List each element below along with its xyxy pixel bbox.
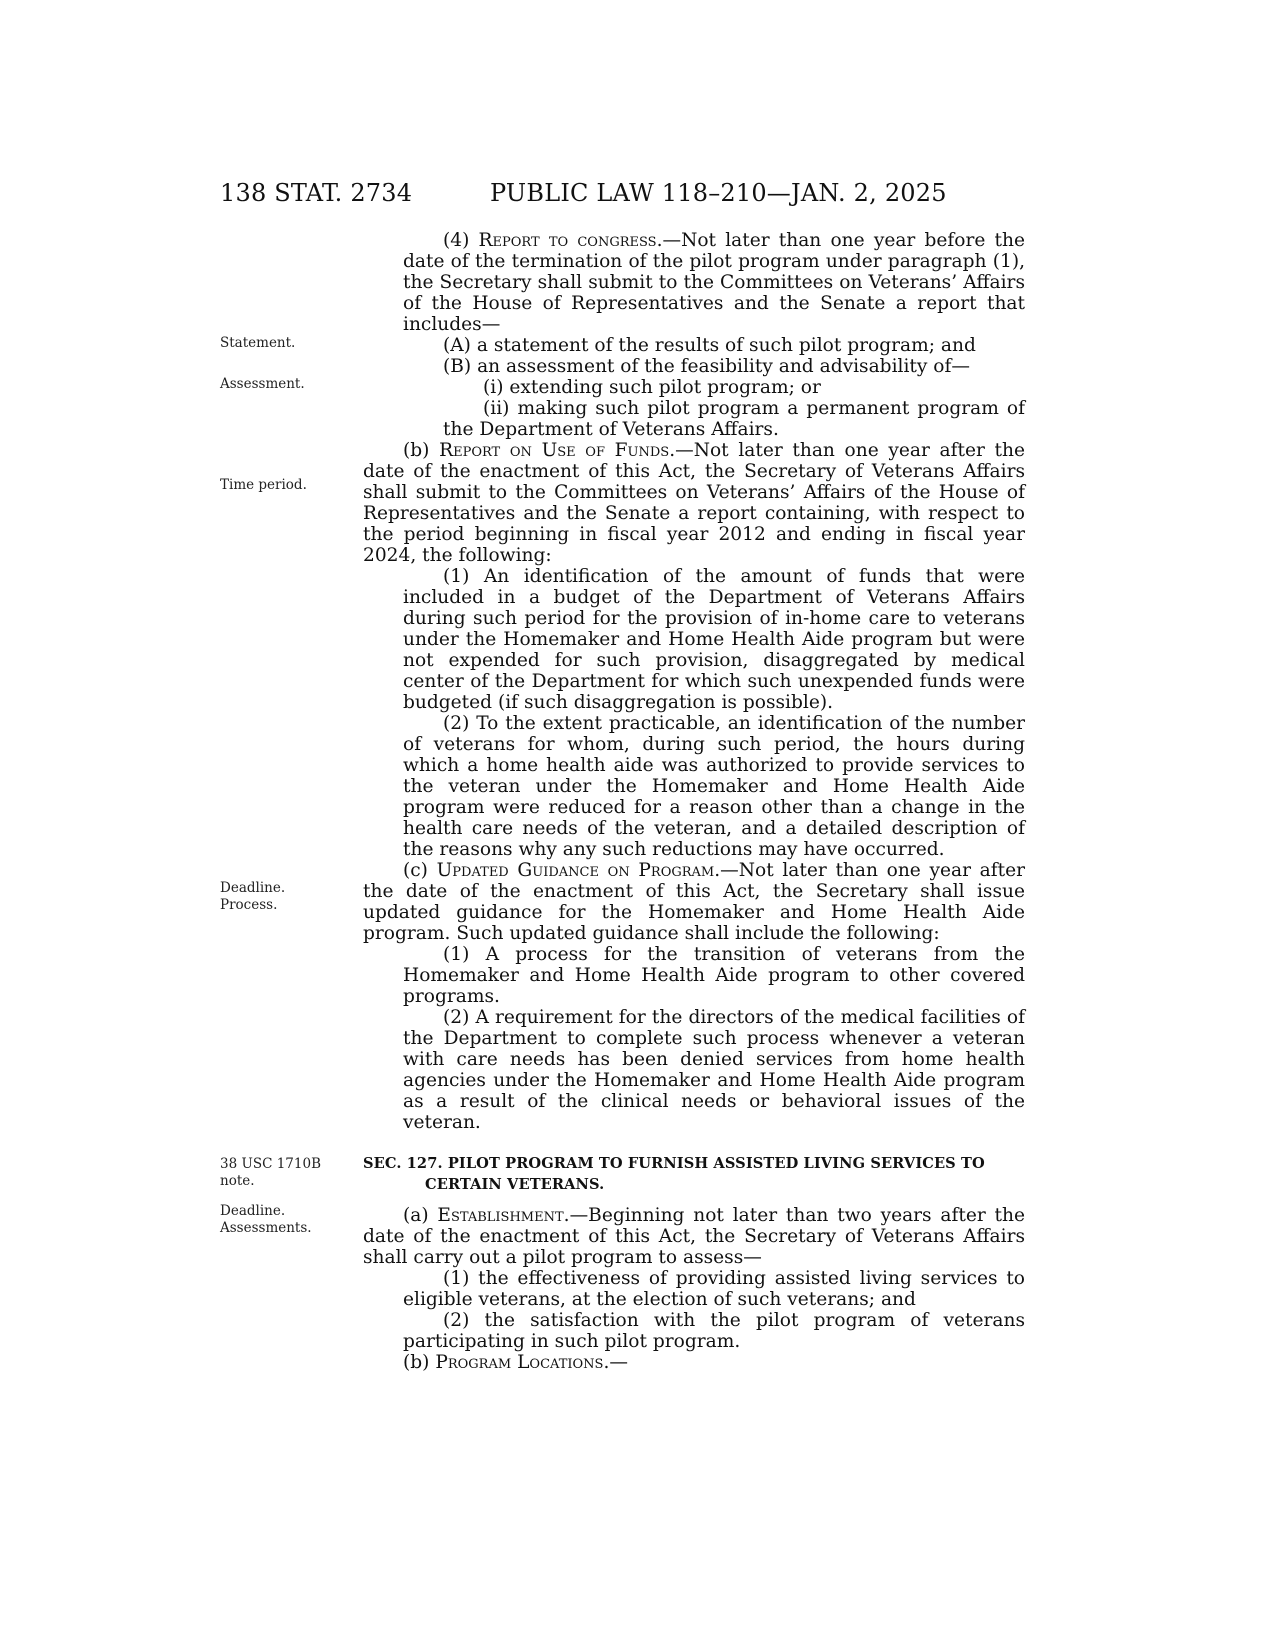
subsection-heading: Establishment. <box>437 1205 570 1226</box>
clause-ii: (ii) making such pilot program a permanent program of the Department of Veterans Affairs. <box>443 398 1025 440</box>
margin-note-assessment: Assessment. <box>220 376 305 392</box>
statute-body <box>363 230 1025 1373</box>
subsection-b-report-on-use-of-funds: (b) Report on Use of Funds.—Not later than one year after the date of the enactment of this Act, the Secretary of Veterans Affairs shall submit to the Committees on Veterans’ Affairs of the House of Representatives and the Senate a report containing, with respect to the period beginning in fiscal year 2012 and ending in fiscal year 2024, the following: <box>363 440 1025 566</box>
margin-note-deadline-assessments: Deadline. Assessments. <box>220 1203 312 1236</box>
public-law-title: PUBLIC LAW 118–210—JAN. 2, 2025 <box>490 179 947 207</box>
subsection-a-paragraph-2: (2) the satisfaction with the pilot program of veterans participating in such pilot program. <box>403 1310 1025 1352</box>
subsection-c-paragraph-2: (2) A requirement for the directors of the medical facilities of the Department to complete such process whenever a veteran with care needs has been denied services from home health agencies under the Homemaker and Home Health Aide program as a result of the clinical needs or behavioral issues of the veteran. <box>403 1007 1025 1133</box>
clause-i: (i) extending such pilot program; or <box>483 377 821 398</box>
stat-citation: 138 STAT. 2734 <box>220 179 413 207</box>
subsection-a-establishment: (a) Establishment.—Beginning not later than two years after the date of the enactment of this Act, the Secretary of Veterans Affairs shall carry out a pilot program to assess— <box>363 1205 1025 1268</box>
subsection-heading: Report on Use of Funds. <box>439 440 676 461</box>
subsection-b-program-locations: (b) Program Locations.— <box>403 1352 628 1373</box>
subsection-a-paragraph-1: (1) the effectiveness of providing assisted living services to eligible veterans, at the election of such veterans; and <box>403 1268 1025 1310</box>
paragraph-4-report-to-congress: (4) Report to congress.—Not later than one year before the date of the termination of the pilot program under paragraph (1), the Secretary shall submit to the Committees on Veterans’ Affairs of the House of Representatives and the Senate a report that includes— <box>403 230 1025 335</box>
subparagraph-a: (A) a statement of the results of such pilot program; and <box>443 335 976 356</box>
subparagraph-b: (B) an assessment of the feasibility and advisability of— <box>443 356 970 377</box>
subsection-c-updated-guidance: (c) Updated Guidance on Program.—Not later than one year after the date of the enactment of this Act, the Secretary shall issue updated guidance for the Homemaker and Home Health Aide program. Such updated guidance shall include the following: <box>363 860 1026 944</box>
subsection-b-paragraph-2: (2) To the extent practicable, an identification of the number of veterans for whom, during such period, the hours during which a home health aide was authorized to provide services to the veteran under the Homemaker and Home Health Aide program were reduced for a reason other than a change in the health care needs of the veteran, and a detailed description of the reasons why any such reductions may have occurred. <box>403 713 1025 860</box>
section-127-heading: SEC. 127. PILOT PROGRAM TO FURNISH ASSISTED LIVING SERVICES TO CERTAIN VETERANS. <box>363 1155 985 1193</box>
margin-note-statement: Statement. <box>220 335 296 351</box>
subsection-heading: Updated Guidance on Program. <box>436 860 721 881</box>
margin-note-time-period: Time period. <box>220 477 307 493</box>
subsection-b-paragraph-1: (1) An identification of the amount of funds that were included in a budget of the Department of Veterans Affairs during such period for the provision of in-home care to veterans under the Homemaker and Home Health Aide program but were not expended for such provision, disaggregated by medical center of the Department for which such unexpended funds were budgeted (if such disaggregation is possible). <box>403 566 1025 713</box>
subsection-c-paragraph-1: (1) A process for the transition of veterans from the Homemaker and Home Health Aide program to other covered programs. <box>403 944 1025 1007</box>
paragraph-heading: Report to congress. <box>478 230 663 251</box>
subsection-heading: Program Locations. <box>435 1352 610 1373</box>
margin-note-usc-citation: 38 USC 1710B note. <box>220 1156 321 1189</box>
margin-note-deadline-process: Deadline. Process. <box>220 880 286 913</box>
